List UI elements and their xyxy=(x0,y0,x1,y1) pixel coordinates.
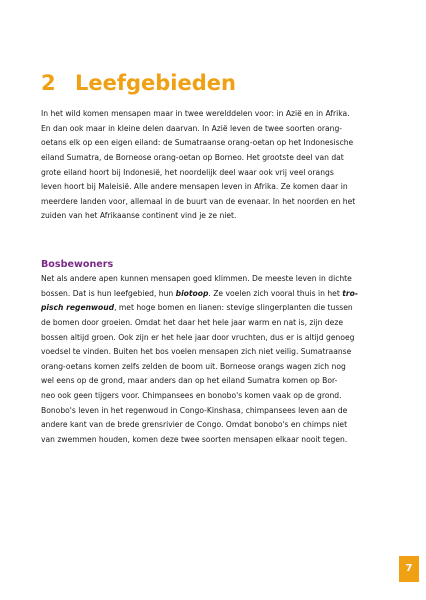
text-line: In het wild komen mensapen maar in twee werelddelen voor: in Azië en in Afrika. xyxy=(41,109,350,118)
section-paragraph xyxy=(41,272,391,448)
chapter-number: 2 xyxy=(41,71,56,95)
text-run: bossen. Dat is hun leefgebied, hun xyxy=(41,288,176,298)
term-tropisch-regenwoud-end: pisch regenwoud xyxy=(41,303,115,313)
text-run: . Ze voelen zich vooral thuis in het xyxy=(208,288,343,298)
page-number-tab: 7 xyxy=(399,556,419,582)
chapter-heading xyxy=(41,70,236,96)
term-tropisch-regenwoud-start: tro- xyxy=(342,288,358,298)
term-biotoop: biotoop xyxy=(175,288,209,298)
text-line: En dan ook maar in kleine delen daarvan. In Azië leven de twee soorten orang- xyxy=(41,123,343,133)
text-line: voedsel te vinden. Buiten het bos voelen mensapen zich niet veilig. Sumatraanse xyxy=(41,347,352,357)
text-line: orang-oetans komen zelfs zelden de boom uit. Borneose orangs wagen zich nog xyxy=(41,361,346,371)
text-line: Bonobo's leven in het regenwoud in Congo-Kinshasa, chimpansees leven aan de xyxy=(41,405,348,415)
text-line: leven hoort bij Maleisië. Alle andere mensapen leven in Afrika. Ze komen daar in xyxy=(41,182,348,192)
text-line xyxy=(41,301,391,316)
text-run: , met hoge bomen en lianen: stevige slingerplanten die tussen xyxy=(114,303,353,313)
chapter-title: Leefgebieden xyxy=(75,71,236,95)
section-heading: Bosbewoners xyxy=(41,259,114,270)
text-line xyxy=(41,287,391,302)
text-line: grote eiland hoort bij Indonesië, het noordelijk deel waar ook vrij veel orangs xyxy=(41,167,334,177)
text-line: neo ook geen tijgers voor. Chimpansees en bonobo's komen vaak op de grond. xyxy=(41,391,342,401)
text-line: van zwemmen houden, komen deze twee soorten mensapen elkaar nooit tegen. xyxy=(41,435,348,445)
text-line: Net als andere apen kunnen mensapen goed klimmen. De meeste leven in dichte xyxy=(41,274,352,283)
text-line: zuiden van het Afrikaanse continent vind je ze niet. xyxy=(41,211,237,221)
text-line: de bomen door groeien. Omdat het daar het hele jaar warm en nat is, zijn deze xyxy=(41,317,344,327)
text-line: bossen altijd groen. Ook zijn er het hele jaar door vruchten, dus er is altijd genoeg xyxy=(41,332,355,342)
text-line: meerdere landen voor, allemaal in de buurt van de evenaar. In het noorden en het xyxy=(41,196,356,206)
text-line: eiland Sumatra, de Borneose orang-oetan op Borneo. Het grootste deel van dat xyxy=(41,152,344,162)
text-line: andere kant van de brede grensrivier de Congo. Omdat bonobo's en chimps niet xyxy=(41,420,348,430)
intro-paragraph xyxy=(41,107,391,224)
text-line: wel eens op de grond, maar anders dan op het eiland Sumatra komen op Bor- xyxy=(41,376,338,386)
text-line: oetans elk op een eigen eiland: de Sumatraanse orang-oetan op het Indonesische xyxy=(41,138,354,148)
